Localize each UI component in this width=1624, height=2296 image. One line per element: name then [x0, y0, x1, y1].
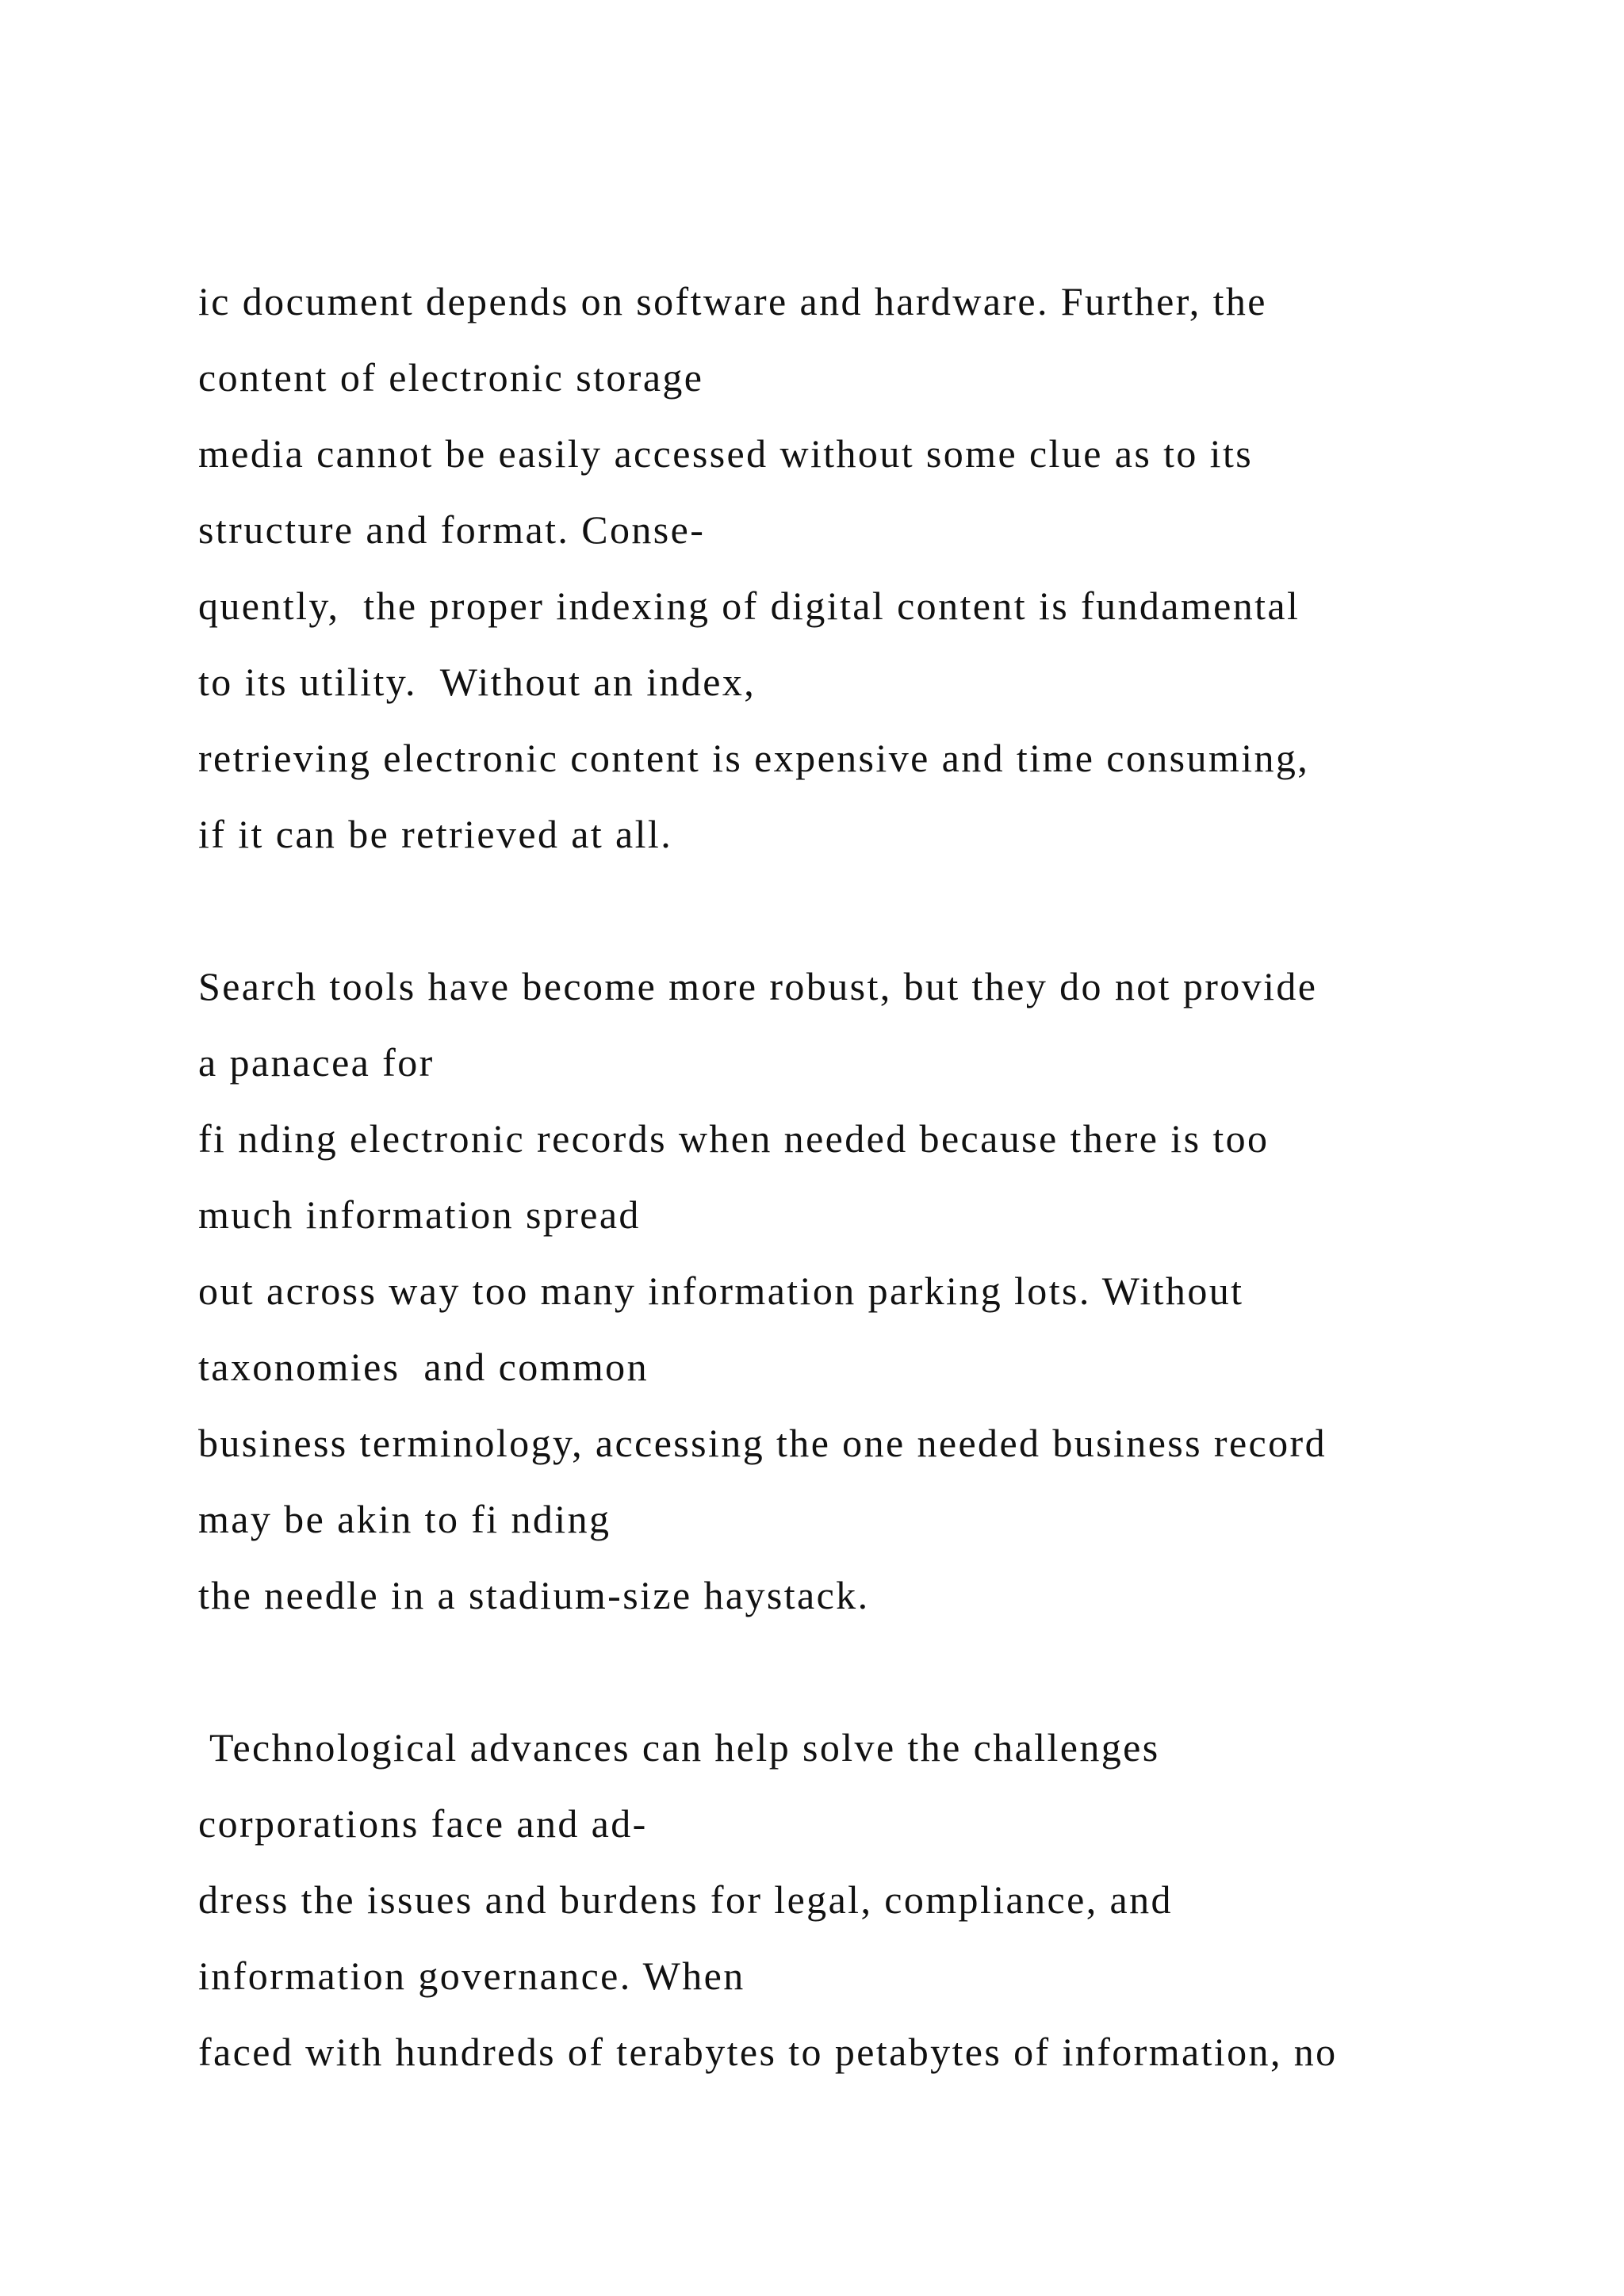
text-line: content of electronic storage — [198, 355, 704, 400]
text-line: ic document depends on software and hardware. Further, the — [198, 279, 1267, 323]
text-line: may be akin to fi nding — [198, 1497, 611, 1541]
text-line: if it can be retrieved at all. — [198, 812, 673, 856]
text-line: taxonomies and common — [198, 1345, 649, 1389]
paragraph-spacer — [198, 1633, 1594, 1709]
text-line: Search tools have become more robust, but they do not provide — [198, 964, 1318, 1008]
text-line: faced with hundreds of terabytes to petabytes of information, no — [198, 2030, 1338, 2074]
text-line: business terminology, accessing the one needed business record — [198, 1421, 1327, 1465]
document-body — [198, 263, 1594, 2090]
text-line: media cannot be easily accessed without some clue as to its — [198, 431, 1254, 476]
text-line: Technological advances can help solve the challenges — [198, 1725, 1160, 1770]
text-line: information governance. When — [198, 1954, 745, 1998]
text-line: the needle in a stadium-size haystack. — [198, 1573, 870, 1617]
text-line: retrieving electronic content is expensive and time consuming, — [198, 736, 1310, 780]
text-line: much information spread — [198, 1192, 641, 1237]
text-line: out across way too many information parking lots. Without — [198, 1269, 1244, 1313]
text-line: structure and format. Conse- — [198, 507, 706, 552]
text-line: quently, the proper indexing of digital content is fundamental — [198, 584, 1300, 628]
paragraph-search-tools — [198, 948, 1594, 1633]
text-line: corporations face and ad- — [198, 1801, 648, 1846]
text-line: fi nding electronic records when needed because there is too — [198, 1116, 1270, 1161]
paragraph-electronic-storage — [198, 263, 1594, 872]
text-line: dress the issues and burdens for legal, compliance, and — [198, 1877, 1173, 1922]
paragraph-spacer — [198, 872, 1594, 948]
text-line: a panacea for — [198, 1040, 435, 1085]
text-line: to its utility. Without an index, — [198, 660, 756, 704]
paragraph-technological-advances — [198, 1709, 1594, 2090]
